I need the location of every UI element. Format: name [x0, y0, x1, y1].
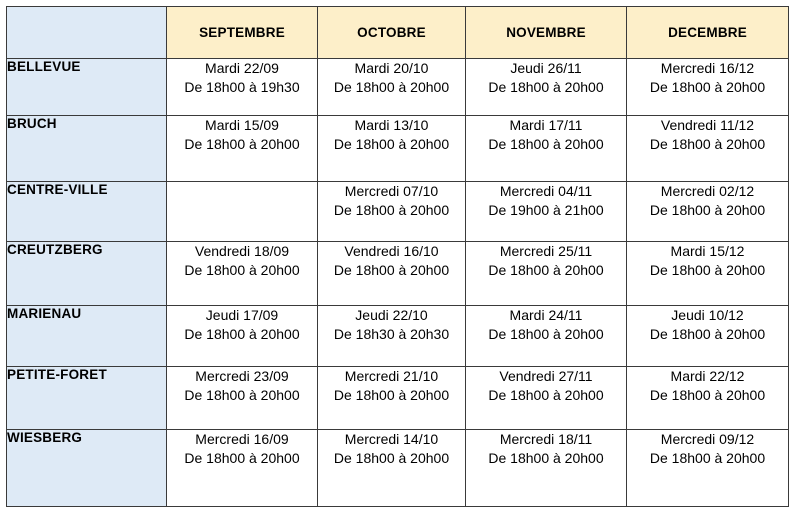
slot-date: Mardi 22/09 [205, 60, 279, 76]
schedule-cell [627, 116, 789, 182]
slot-date: Mardi 22/12 [670, 368, 745, 384]
slot-date: Mercredi 09/12 [660, 431, 755, 447]
table-row [7, 59, 789, 116]
slot-date: Mercredi 21/10 [344, 368, 439, 384]
slot-date: Vendredi 27/11 [499, 368, 593, 384]
schedule-cell [318, 430, 466, 507]
slot-time: De 18h00 à 20h00 [184, 326, 300, 342]
slot-time: De 18h00 à 20h00 [488, 262, 604, 278]
slot-date: Mardi 13/10 [354, 117, 429, 133]
district-name: CREUTZBERG [7, 242, 167, 306]
slot-date: Mardi 15/12 [670, 243, 745, 259]
slot-date: Mardi 17/11 [509, 117, 583, 133]
schedule-cell [318, 182, 466, 242]
district-name: MARIENAU [7, 306, 167, 367]
slot-time: De 18h00 à 20h00 [333, 262, 450, 278]
slot-date: Jeudi 22/10 [355, 307, 428, 323]
slot-date: Jeudi 17/09 [205, 307, 279, 323]
schedule-cell [318, 367, 466, 430]
slot-time: De 18h00 à 20h00 [649, 136, 766, 152]
slot-date: Mercredi 16/12 [660, 60, 755, 76]
slot-time: De 18h00 à 20h00 [333, 450, 450, 466]
slot-date: Mercredi 18/11 [499, 431, 593, 447]
schedule-cell [466, 182, 627, 242]
schedule-cell [466, 430, 627, 507]
schedule-cell [167, 367, 318, 430]
schedule-cell [466, 367, 627, 430]
district-name: CENTRE-VILLE [7, 182, 167, 242]
schedule-table [6, 6, 789, 507]
schedule-cell [318, 116, 466, 182]
slot-date: Mercredi 25/11 [499, 243, 593, 259]
slot-date: Mercredi 23/09 [195, 368, 289, 384]
month-header-novembre: NOVEMBRE [466, 7, 627, 59]
slot-date: Vendredi 18/09 [194, 243, 290, 259]
slot-date: Jeudi 26/11 [510, 60, 582, 76]
month-header-septembre: SEPTEMBRE [167, 7, 318, 59]
slot-date: Vendredi 16/10 [344, 243, 439, 259]
slot-date: Mercredi 16/09 [195, 431, 289, 447]
slot-date: Mercredi 07/10 [344, 183, 439, 199]
slot-time: De 18h00 à 20h00 [488, 136, 604, 152]
schedule-cell [627, 367, 789, 430]
schedule-cell [167, 306, 318, 367]
slot-date: Mercredi 14/10 [344, 431, 439, 447]
slot-time: De 18h00 à 20h00 [649, 262, 766, 278]
schedule-cell [318, 59, 466, 116]
table-row [7, 182, 789, 242]
month-header-decembre: DECEMBRE [627, 7, 789, 59]
slot-time: De 19h00 à 21h00 [488, 202, 604, 218]
schedule-cell [466, 306, 627, 367]
slot-time: De 18h00 à 20h00 [488, 450, 604, 466]
district-name: WIESBERG [7, 430, 167, 507]
slot-date: Mardi 24/11 [509, 307, 583, 323]
schedule-cell-empty [167, 182, 318, 242]
schedule-cell [318, 306, 466, 367]
slot-date: Jeudi 10/12 [671, 307, 744, 323]
slot-time: De 18h00 à 20h00 [333, 387, 450, 403]
schedule-cell [466, 59, 627, 116]
slot-time: De 18h00 à 20h00 [333, 79, 450, 95]
schedule-cell [627, 306, 789, 367]
slot-time: De 18h30 à 20h30 [333, 326, 450, 342]
slot-time: De 18h00 à 19h30 [184, 79, 300, 95]
slot-time: De 18h00 à 20h00 [333, 202, 450, 218]
slot-time: De 18h00 à 20h00 [184, 387, 300, 403]
slot-date: Vendredi 11/12 [660, 117, 755, 133]
district-name: BRUCH [7, 116, 167, 182]
slot-time: De 18h00 à 20h00 [649, 202, 766, 218]
table-row [7, 306, 789, 367]
slot-time: De 18h00 à 20h00 [184, 262, 300, 278]
table-row [7, 242, 789, 306]
schedule-cell [167, 430, 318, 507]
schedule-cell [466, 116, 627, 182]
slot-time: De 18h00 à 20h00 [333, 136, 450, 152]
schedule-cell [627, 430, 789, 507]
slot-time: De 18h00 à 20h00 [184, 136, 300, 152]
slot-time: De 18h00 à 20h00 [649, 387, 766, 403]
slot-time: De 18h00 à 20h00 [184, 450, 300, 466]
slot-time: De 18h00 à 20h00 [488, 387, 604, 403]
slot-date: Mardi 20/10 [354, 60, 429, 76]
table-row [7, 367, 789, 430]
slot-time: De 18h00 à 20h00 [488, 79, 604, 95]
district-name: BELLEVUE [7, 59, 167, 116]
schedule-cell [167, 59, 318, 116]
schedule-cell [466, 242, 627, 306]
table-row [7, 430, 789, 507]
slot-time: De 18h00 à 20h00 [649, 79, 766, 95]
schedule-cell [167, 116, 318, 182]
corner-cell [7, 7, 167, 59]
schedule-cell [627, 182, 789, 242]
month-header-octobre: OCTOBRE [318, 7, 466, 59]
slot-time: De 18h00 à 20h00 [488, 326, 604, 342]
schedule-cell [167, 242, 318, 306]
schedule-cell [627, 59, 789, 116]
schedule-cell [318, 242, 466, 306]
slot-date: Mercredi 02/12 [660, 183, 755, 199]
slot-time: De 18h00 à 20h00 [649, 450, 766, 466]
schedule-cell [627, 242, 789, 306]
slot-date: Mardi 15/09 [205, 117, 279, 133]
header-row [7, 7, 789, 59]
slot-time: De 18h00 à 20h00 [649, 326, 766, 342]
district-name: PETITE-FORET [7, 367, 167, 430]
table-row [7, 116, 789, 182]
slot-date: Mercredi 04/11 [499, 183, 593, 199]
